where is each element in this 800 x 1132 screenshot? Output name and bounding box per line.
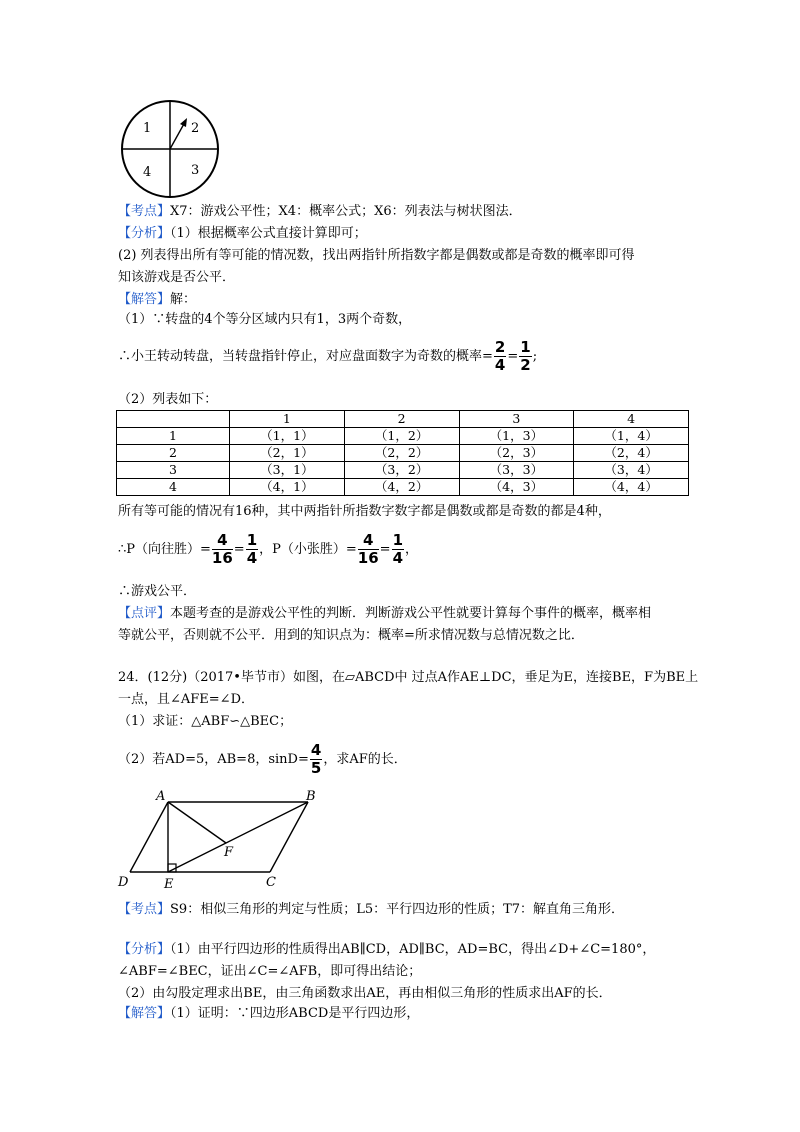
fraction-numerator: 1 bbox=[520, 338, 531, 356]
jieda-line bbox=[118, 290, 196, 310]
fraction-numerator: 1 bbox=[392, 531, 403, 549]
fraction-denominator: 16 bbox=[357, 549, 379, 567]
fenxi-tag: 【分析】 bbox=[118, 942, 171, 957]
step-3: （2）列表如下： bbox=[118, 392, 218, 407]
fraction-denominator: 4 bbox=[246, 549, 258, 567]
p-prefix: ∴P（向往胜）= bbox=[118, 542, 211, 557]
kaodian-tag: 【考点】 bbox=[118, 204, 171, 219]
fraction-4-16 bbox=[212, 532, 233, 567]
table-cell: 4 bbox=[117, 479, 230, 496]
jieda-tag: 【解答】 bbox=[118, 292, 171, 307]
q24-line-1: 24．(12分)（2017•毕节市）如图，在▱ABCD中 过点A作AE⊥DC，垂足为E，连接BE，F为BE上 bbox=[118, 670, 699, 685]
fraction-numerator: 4 bbox=[310, 741, 322, 759]
fraction-denominator: 4 bbox=[392, 549, 403, 567]
table-cell: （3，4） bbox=[574, 462, 689, 479]
equals-sign: = bbox=[233, 542, 245, 557]
dianping-text-2: 等就公平，否则就不公平．用到的知识点为：概率=所求情况数与总情况数之比． bbox=[118, 628, 584, 643]
fraction-denominator: 5 bbox=[310, 759, 322, 777]
dianping-tag: 【点评】 bbox=[118, 606, 171, 621]
table-cell: （4，4） bbox=[574, 479, 689, 496]
kaodian-line bbox=[118, 202, 522, 222]
point-label-b: B bbox=[306, 790, 316, 804]
fraction-2-4 bbox=[494, 339, 506, 374]
fraction-denominator: 16 bbox=[211, 549, 233, 567]
table-cell: （2，2） bbox=[344, 445, 459, 462]
dianping-line bbox=[118, 604, 651, 624]
fraction-numerator: 4 bbox=[212, 532, 233, 550]
fenxi-line-2 bbox=[118, 940, 655, 960]
sector-label-2: 2 bbox=[191, 121, 200, 136]
step-2-text: ∴小王转动转盘，当转盘指针停止，对应盘面数字为奇数的概率= bbox=[118, 349, 493, 364]
fenxi-text-3: （2）由勾股定理求出BE，由三角函数求出AE，再由相似三角形的性质求出AF的长． bbox=[118, 986, 612, 1001]
spinner-figure bbox=[118, 100, 228, 200]
equals-sign: = bbox=[379, 542, 391, 557]
table-row bbox=[117, 428, 689, 445]
step-2 bbox=[118, 338, 537, 376]
dianping-text-1: 本题考查的是游戏公平性的判断．判断游戏公平性就要计算每个事件的概率，概率相 bbox=[170, 606, 652, 621]
point-label-f: F bbox=[224, 845, 234, 860]
sector-label-3: 3 bbox=[191, 163, 200, 178]
conclusion: ∴游戏公平． bbox=[118, 584, 197, 599]
fraction-1-4 bbox=[246, 532, 258, 567]
q24-line-2: 一点，且∠AFE=∠D． bbox=[118, 692, 254, 707]
table-row bbox=[117, 479, 689, 496]
q24-part-1: （1）求证：△ABF∽△BEC； bbox=[118, 714, 293, 729]
kaodian-text: S9：相似三角形的判定与性质；L5：平行四边形的性质；T7：解直角三角形． bbox=[170, 902, 625, 917]
table-row bbox=[117, 445, 689, 462]
point-label-c: C bbox=[266, 875, 276, 890]
part-2-suffix: ，求AF的长． bbox=[323, 752, 407, 767]
table-cell: （3，2） bbox=[344, 462, 459, 479]
probability-line bbox=[118, 530, 418, 570]
table-cell: 4 bbox=[574, 411, 689, 428]
table-cell: 2 bbox=[344, 411, 459, 428]
sector-label-1: 1 bbox=[143, 121, 152, 136]
table-header-row bbox=[117, 411, 689, 428]
jieda-text: 解： bbox=[170, 292, 197, 307]
fraction-numerator: 4 bbox=[358, 532, 379, 550]
table-cell: （2，1） bbox=[230, 445, 345, 462]
table-cell: （1，2） bbox=[344, 428, 459, 445]
parallelogram-figure bbox=[112, 790, 332, 892]
fenxi-text-2a: (2) 列表得出所有等可能的情况数，找出两指针所指数字都是偶数或都是奇数的概率即可得 bbox=[118, 248, 635, 263]
table-cell: （4，1） bbox=[230, 479, 345, 496]
after-table: 所有等可能的情况有16种，其中两指针所指数字数字都是偶数或都是奇数的都是4种， bbox=[118, 504, 611, 519]
jieda-tag: 【解答】 bbox=[118, 1006, 171, 1021]
table-cell: （3，1） bbox=[230, 462, 345, 479]
kaodian-line-2 bbox=[118, 900, 624, 920]
sector-label-4: 4 bbox=[143, 165, 152, 180]
fraction-denominator: 4 bbox=[494, 356, 506, 374]
fraction-numerator: 1 bbox=[246, 531, 258, 549]
table-cell: （1，3） bbox=[459, 428, 574, 445]
kaodian-text: X7：游戏公平性；X4：概率公式；X6：列表法与树状图法． bbox=[170, 204, 522, 219]
table-cell: 3 bbox=[459, 411, 574, 428]
fraction-4-5 bbox=[310, 742, 322, 777]
fenxi-text-1: （1）根据概率公式直接计算即可； bbox=[170, 226, 367, 241]
point-label-d: D bbox=[118, 875, 129, 890]
fraction-1-2 bbox=[519, 339, 531, 374]
table-cell: （4，2） bbox=[344, 479, 459, 496]
table-cell: （4，3） bbox=[459, 479, 574, 496]
kaodian-tag: 【考点】 bbox=[118, 902, 171, 917]
p-end: ， bbox=[405, 542, 419, 557]
table-cell: 1 bbox=[230, 411, 345, 428]
fenxi-text-1: （1）由平行四边形的性质得出AB∥CD，AD∥BC，AD=BC，得出∠D+∠C=180°， bbox=[170, 942, 656, 957]
fenxi-text-2: ∠ABF=∠BEC，证出∠C=∠AFB，即可得出结论； bbox=[118, 964, 422, 979]
fraction-4-16 bbox=[358, 532, 379, 567]
fraction-numerator: 2 bbox=[494, 338, 506, 356]
fraction-1-4 bbox=[392, 532, 404, 567]
table-cell: （1，4） bbox=[574, 428, 689, 445]
table-row bbox=[117, 462, 689, 479]
fenxi-text-2b: 知该游戏是否公平． bbox=[118, 270, 236, 285]
p-mid: ，P（小张胜）= bbox=[259, 542, 357, 557]
jieda-line-2 bbox=[118, 1004, 419, 1024]
q24-part-2 bbox=[118, 740, 407, 780]
table-cell: 3 bbox=[117, 462, 230, 479]
equals-sign: = bbox=[507, 349, 519, 364]
jieda-text: （1）证明：∵四边形ABCD是平行四边形， bbox=[170, 1006, 420, 1021]
point-label-a: A bbox=[156, 790, 166, 804]
table-cell bbox=[117, 411, 230, 428]
table-cell: （2，4） bbox=[574, 445, 689, 462]
table-cell: （2，3） bbox=[459, 445, 574, 462]
table-cell: （1，1） bbox=[230, 428, 345, 445]
step-1: （1）∵转盘的4个等分区域内只有1，3两个奇数， bbox=[118, 312, 412, 327]
fenxi-tag: 【分析】 bbox=[118, 226, 171, 241]
outcome-table bbox=[116, 410, 689, 496]
point-label-e: E bbox=[164, 877, 174, 892]
fraction-denominator: 2 bbox=[520, 356, 531, 374]
table-cell: 2 bbox=[117, 445, 230, 462]
part-2-prefix: （2）若AD=5，AB=8，sinD= bbox=[118, 752, 309, 767]
semicolon: ; bbox=[532, 349, 538, 364]
fenxi-line bbox=[118, 224, 367, 244]
table-cell: 1 bbox=[117, 428, 230, 445]
table-cell: （3，3） bbox=[459, 462, 574, 479]
